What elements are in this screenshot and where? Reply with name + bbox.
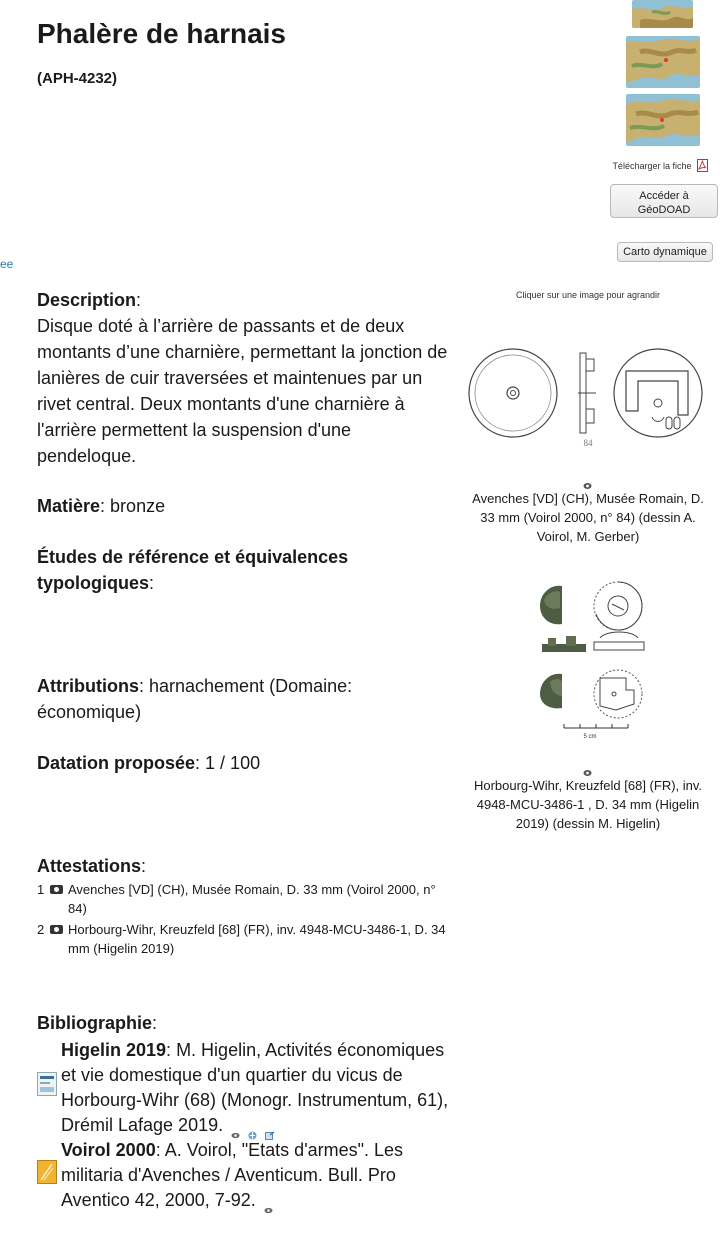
bibliographie-label: Bibliographie (37, 1013, 153, 1033)
attestation-item[interactable] (37, 880, 452, 918)
export-icon[interactable] (265, 1122, 274, 1131)
carto-dynamique-button[interactable]: Carto dynamique (617, 242, 713, 262)
attestations-list (37, 880, 452, 960)
bibliography-entry: Voirol 2000: A. Voirol, "Etats d'armes". Les militaria d'Avenches / Aventicum. Bull. Pro Aventico 42, 2000, 7-92. (37, 1138, 457, 1213)
eye-icon[interactable] (231, 1122, 240, 1131)
etudes-label: Études de référence et équivalences typologiques (37, 547, 349, 593)
bib-reference: M. Higelin, Activités économiques et vie domestique d'un quartier du vicus de Horbourg-Wihr (68) (Monogr. Instrumentum, 61), Drémil Lafage 2019. (61, 1040, 449, 1135)
eye-icon[interactable] (264, 1197, 273, 1206)
download-label: Télécharger la fiche (612, 161, 692, 171)
camera-icon[interactable] (50, 925, 63, 934)
map-thumbnail-3[interactable] (626, 94, 700, 146)
attestations-label: Attestations (37, 856, 142, 876)
map-thumbnail-2[interactable] (626, 36, 700, 88)
matiere-label: Matière (37, 496, 101, 516)
matiere-block: Matière: bronze (37, 496, 166, 516)
bibliographie-heading: Bibliographie: (37, 1013, 158, 1033)
page-title: Phalère de harnais (37, 18, 287, 49)
globe-link-icon[interactable] (248, 1122, 257, 1131)
attestation-number: 2 (37, 922, 45, 937)
datation-value: 1 / 100 (205, 753, 261, 773)
scale-label: 5 cm (583, 734, 597, 740)
geodoad-button[interactable] (610, 184, 718, 218)
bib-author: Higelin 2019 (61, 1040, 167, 1060)
book-cover-icon[interactable] (37, 1038, 57, 1138)
attestation-item[interactable] (37, 920, 452, 958)
geodoad-button-line1: Accéder à (639, 190, 689, 202)
pdf-icon (697, 159, 708, 172)
figure-caption-horbourg: Horbourg-Wihr, Kreuzfeld [68] (FR), inv. 4948-MCU-3486-1 , D. 34 mm (Higelin 2019) (dessin M. Higelin) (473, 778, 703, 831)
attestations-heading: Attestations: (37, 856, 147, 876)
image-hint: Cliquer sur une image pour agrandir (515, 290, 661, 300)
drawing-number: 84 (583, 438, 593, 448)
description-text: Disque doté à l’arrière de passants et de deux montants d’une charnière, permettant la jonction de lanières de cuir traversées et maintenues par un rivet central. Deux montants d'une charnière à l'arrière permettent la suspension d'une pendeloque. (37, 316, 448, 466)
figure-photo-horbourg[interactable] (466, 578, 710, 743)
attestation-number: 1 (37, 882, 45, 897)
datation-label: Datation proposée (37, 753, 196, 773)
side-link-fragment[interactable]: ee (0, 257, 14, 271)
attributions-block: Attributions: harnachement (Domaine: économique) (37, 676, 353, 722)
datation-block: Datation proposée: 1 / 100 (37, 753, 261, 773)
attestation-text: Avenches [VD] (CH), Musée Romain, D. 33 mm (Voirol 2000, n° 84) (68, 882, 436, 916)
map-thumbnail-1[interactable] (632, 0, 693, 28)
attributions-label: Attributions (37, 676, 139, 696)
bibliography-entry: Higelin 2019: M. Higelin, Activités économiques et vie domestique d'un quartier du vicus de Horbourg-Wihr (68) (Monogr. Instrumentum, 61), Drémil Lafage 2019. (37, 1038, 457, 1138)
camera-icon[interactable] (50, 885, 63, 894)
attestation-text: Horbourg-Wihr, Kreuzfeld [68] (FR), inv. 4948-MCU-3486-1, D. 34 mm (Higelin 2019) (68, 922, 446, 956)
description-label: Description (37, 290, 137, 310)
bib-author: Voirol 2000 (61, 1140, 156, 1160)
etudes-block: Études de référence et équivalences typologiques: (37, 547, 349, 593)
figure-drawing-avenches[interactable] (466, 345, 710, 450)
matiere-value: bronze (110, 496, 166, 516)
description-block: Description: Disque doté à l’arrière de passants et de deux montants d’une charnière, permettant la jonction de lanières de cuir traversées et maintenues par un rivet central. Deux montants d'une charnière à l'arrière permettent la suspension d'une pendeloque. (37, 290, 448, 466)
bib-reference: A. Voirol, "Etats d'armes". Les militaria d'Avenches / Aventicum. Bull. Pro Aventico 42, 2000, 7-92. (61, 1140, 404, 1210)
attributions-value: harnachement (Domaine: économique) (37, 676, 353, 722)
geodoad-button-line2: GéoDOAD (637, 204, 691, 216)
download-sheet-link[interactable] (560, 159, 708, 172)
figure-caption-avenches: Avenches [VD] (CH), Musée Romain, D. 33 mm (Voirol 2000, n° 84) (dessin A. Voirol, M. Gerber) (472, 491, 704, 544)
reference-code: (APH-4232) (37, 70, 118, 87)
book-cover-icon[interactable] (37, 1138, 57, 1213)
